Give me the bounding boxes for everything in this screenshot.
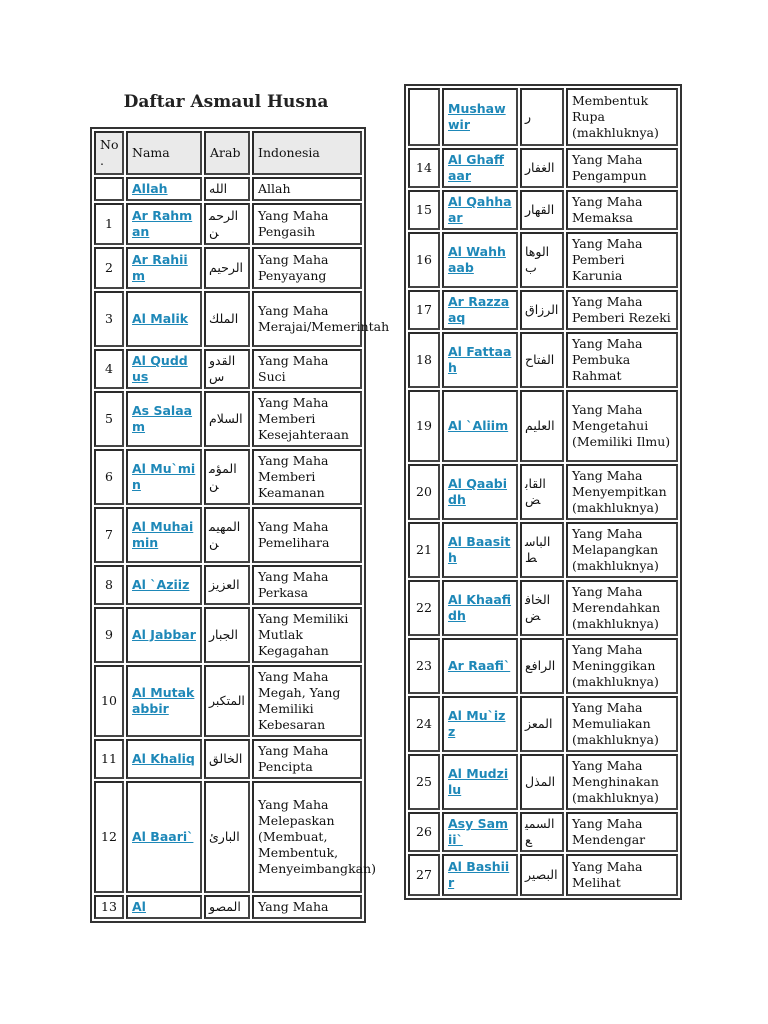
name-cell [126,349,202,389]
name-cell [126,781,202,893]
row-number: 16 [408,232,440,288]
indonesian-meaning: Yang Maha Pemberi Karunia [566,232,678,288]
name-link[interactable]: Al Mu`min [132,461,196,492]
name-link[interactable]: Ar Rahman [132,208,193,239]
arabic-text: الرحمن [204,203,250,245]
name-cell [442,290,518,330]
arabic-text: الوهاب [520,232,564,288]
name-cell [442,580,518,636]
name-cell [442,148,518,188]
row-number: 21 [408,522,440,578]
table-row [94,349,362,389]
name-link[interactable]: Al Wahhaab [448,244,506,275]
arabic-text: المذل [520,754,564,810]
table-row [408,88,678,146]
name-cell [126,291,202,347]
arabic-text: الرحيم [204,247,250,289]
row-number: 20 [408,464,440,520]
indonesian-meaning: Membentuk Rupa (makhluknya) [566,88,678,146]
indonesian-meaning: Yang Maha Mendengar [566,812,678,852]
arabic-text: الرزاق [520,290,564,330]
table-row [408,232,678,288]
name-link[interactable]: Ar Raafi` [448,658,511,673]
name-link[interactable]: Al Bashiir [448,859,510,890]
row-number: 14 [408,148,440,188]
arabic-text: الرافع [520,638,564,694]
table-row [408,332,678,388]
name-cell [126,203,202,245]
indonesian-meaning: Yang Maha Merendahkan (makhluknya) [566,580,678,636]
name-cell [442,232,518,288]
name-cell [126,607,202,663]
name-cell [442,390,518,462]
table-row [408,290,678,330]
name-cell [126,665,202,737]
name-link[interactable]: As Salaam [132,403,193,434]
table-row [408,190,678,230]
name-cell [126,247,202,289]
arabic-text: البصير [520,854,564,896]
page-title: Daftar Asmaul Husna [123,92,329,112]
name-link[interactable]: Al `Aziiz [132,577,190,592]
row-number: 8 [94,565,124,605]
name-link[interactable]: Al [132,899,146,914]
name-link[interactable]: Al Mutakabbir [132,685,195,716]
name-cell [442,190,518,230]
name-link[interactable]: Ar Razzaaq [448,294,510,325]
row-number: 5 [94,391,124,447]
arabic-text: المتكبر [204,665,250,737]
row-number: 25 [408,754,440,810]
arabic-text: الخافض [520,580,564,636]
name-link[interactable]: Al Muhaimin [132,519,194,550]
name-cell [442,854,518,896]
table-row [408,464,678,520]
table-row [94,291,362,347]
table-row [94,391,362,447]
indonesian-meaning: Yang Maha Menyempitkan (makhluknya) [566,464,678,520]
name-cell [126,565,202,605]
name-link[interactable]: Al Mu`izz [448,708,506,739]
name-cell [442,696,518,752]
arabic-text: القدوس [204,349,250,389]
name-cell [126,391,202,447]
table-row [408,148,678,188]
row-number: 23 [408,638,440,694]
indonesian-meaning: Yang Maha Menghinakan (makhluknya) [566,754,678,810]
arabic-text: القابض [520,464,564,520]
row-number: 27 [408,854,440,896]
table-row [94,665,362,737]
row-number: 15 [408,190,440,230]
name-link[interactable]: Al Malik [132,311,189,326]
arabic-text: ر [520,88,564,146]
indonesian-meaning: Yang Maha Pencipta [252,739,362,779]
table-row [408,696,678,752]
indonesian-meaning: Yang Maha Melihat [566,854,678,896]
indonesian-meaning: Yang Maha Mengetahui (Memiliki Ilmu) [566,390,678,462]
name-link[interactable]: Al Khaafidh [448,592,512,623]
indonesian-meaning: Yang Maha Memuliakan (makhluknya) [566,696,678,752]
name-link[interactable]: Mushawwir [448,101,506,132]
row-number: 3 [94,291,124,347]
name-cell [126,895,202,919]
name-link[interactable]: Allah [132,181,168,196]
arabic-text: الله [204,177,250,201]
row-number: 17 [408,290,440,330]
name-cell [126,449,202,505]
indonesian-meaning: Yang Maha Memberi Keamanan [252,449,362,505]
arabic-text: القهار [520,190,564,230]
row-number: 1 [94,203,124,245]
indonesian-meaning: Yang Maha Penyayang [252,247,362,289]
indonesian-meaning: Yang Maha Melapangkan (makhluknya) [566,522,678,578]
table-row [408,522,678,578]
table-row [408,754,678,810]
asmaul-husna-table-left [90,127,390,923]
name-link[interactable]: Al Baasith [448,534,511,565]
arabic-text: المعز [520,696,564,752]
table-row [94,565,362,605]
indonesian-meaning: Yang Memiliki Mutlak Kegagahan [252,607,362,663]
name-cell [442,754,518,810]
row-number: 18 [408,332,440,388]
table-row [408,638,678,694]
name-link[interactable]: Al `Aliim [448,418,509,433]
name-link[interactable]: Al Mudzilu [448,766,509,797]
name-link[interactable]: Al Qahhaar [448,194,512,225]
name-link[interactable]: Al Ghaffaar [448,152,505,183]
indonesian-meaning: Yang Maha Memaksa [566,190,678,230]
indonesian-meaning: Allah [252,177,362,201]
table-row [94,895,362,919]
arabic-text: البارئ [204,781,250,893]
name-cell [126,739,202,779]
name-cell [442,88,518,146]
row-number: 24 [408,696,440,752]
table-row [408,390,678,462]
header-nama: Nama [126,131,202,175]
table-row [94,781,362,893]
table-body-right [408,88,678,896]
indonesian-meaning: Yang Maha Suci [252,349,362,389]
name-cell [442,812,518,852]
name-cell [442,638,518,694]
arabic-text: الباسط [520,522,564,578]
row-number: 10 [94,665,124,737]
table-row [408,812,678,852]
name-link[interactable]: Al Baari` [132,829,194,844]
table-row [94,247,362,289]
table-row [94,177,362,201]
indonesian-meaning: Yang Maha Pengasih [252,203,362,245]
name-link[interactable]: Al Jabbar [132,627,196,642]
header-no: No . [94,131,124,175]
indonesian-meaning: Yang Maha Perkasa [252,565,362,605]
row-number: 12 [94,781,124,893]
name-link[interactable]: Asy Samii` [448,816,509,847]
name-link[interactable]: Al Qaabidh [448,476,508,507]
indonesian-meaning: Yang Maha Melepaskan (Membuat, Membentuk, Menyeimbangkan) [252,781,362,893]
header-arab: Arab [204,131,250,175]
name-link[interactable]: Al Khaliq [132,751,195,766]
header-indonesia: Indonesia [252,131,362,175]
table-row [94,507,362,563]
table-header-row [94,131,362,175]
indonesian-meaning: Yang Maha Memberi Kesejahteraan [252,391,362,447]
name-cell [442,464,518,520]
arabic-text: الخالق [204,739,250,779]
row-number: 6 [94,449,124,505]
name-cell [442,522,518,578]
arabic-text: الفتاح [520,332,564,388]
name-link[interactable]: Ar Rahiim [132,252,188,283]
row-number: 26 [408,812,440,852]
row-number [408,88,440,146]
indonesian-meaning: Yang Maha Pemelihara [252,507,362,563]
indonesian-meaning: Yang Maha Merajai/Memerintah [252,291,362,347]
table-row [94,203,362,245]
name-cell [126,177,202,201]
arabic-text: السلام [204,391,250,447]
table-row [408,854,678,896]
arabic-text: الغفار [520,148,564,188]
row-number: 9 [94,607,124,663]
arabic-text: المؤمن [204,449,250,505]
arabic-text: الملك [204,291,250,347]
indonesian-meaning: Yang Maha Pembuka Rahmat [566,332,678,388]
row-number: 7 [94,507,124,563]
arabic-text: العزيز [204,565,250,605]
row-number: 4 [94,349,124,389]
indonesian-meaning: Yang Maha Meninggikan (makhluknya) [566,638,678,694]
row-number: 13 [94,895,124,919]
indonesian-meaning: Yang Maha Pengampun [566,148,678,188]
arabic-text: السميع [520,812,564,852]
asmaul-husna-table-right [404,84,682,900]
name-cell [126,507,202,563]
indonesian-meaning: Yang Maha Pemberi Rezeki [566,290,678,330]
arabic-text: المصو [204,895,250,919]
table-row [408,580,678,636]
table-row [94,607,362,663]
indonesian-meaning: Yang Maha Megah, Yang Memiliki Kebesaran [252,665,362,737]
indonesian-meaning: Yang Maha [252,895,362,919]
name-link[interactable]: Al Fattaah [448,344,512,375]
table-body-left [94,177,390,919]
row-number: 22 [408,580,440,636]
row-number: 19 [408,390,440,462]
arabic-text: الجبار [204,607,250,663]
row-number: 11 [94,739,124,779]
table-row [94,449,362,505]
name-link[interactable]: Al Quddus [132,353,188,384]
row-number: 2 [94,247,124,289]
arabic-text: المهيمن [204,507,250,563]
arabic-text: العليم [520,390,564,462]
table-row [94,739,362,779]
name-cell [442,332,518,388]
row-number [94,177,124,201]
